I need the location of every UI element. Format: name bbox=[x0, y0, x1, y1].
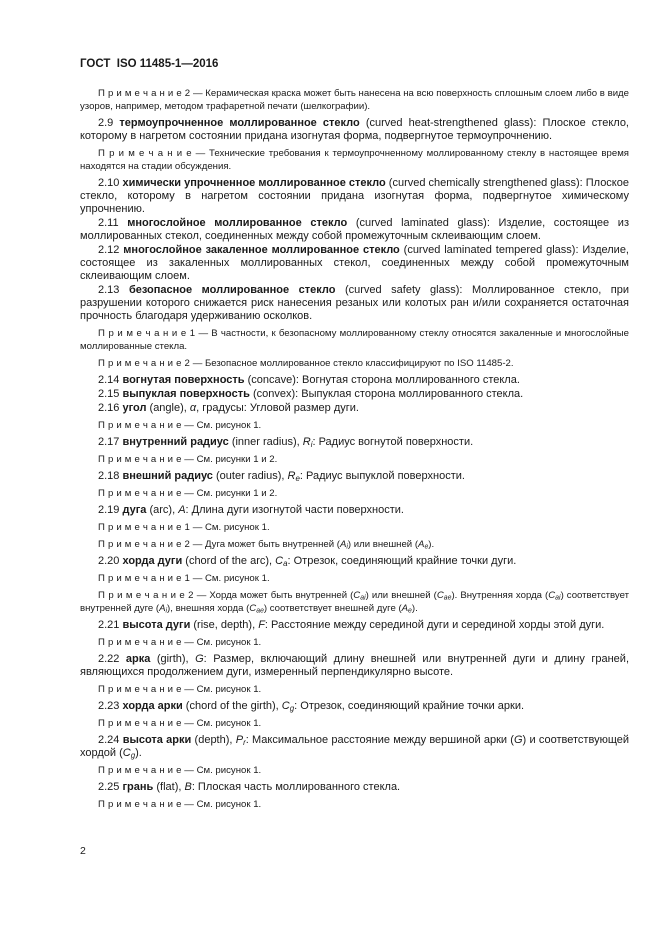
document-content bbox=[80, 87, 629, 811]
symbol-subscript: g bbox=[289, 703, 295, 713]
symbol-subscript: i bbox=[310, 439, 313, 449]
symbol-subscript: ae bbox=[256, 607, 264, 615]
note-paragraph: П р и м е ч а н и е 1 — См. рисунок 1. bbox=[98, 573, 270, 584]
note-paragraph: П р и м е ч а н и е — См. рисунок 1. bbox=[98, 765, 262, 776]
term-paragraph: 2.21 высота дуги (rise, depth), F: Расстояние между серединой дуги и серединой хорды этой дуги. bbox=[98, 619, 605, 631]
term-paragraph: 2.19 дуга (arc), A: Длина дуги изогнутой части поверхности. bbox=[98, 504, 404, 516]
note-paragraph: П р и м е ч а н и е 2 — Керамическая краска может быть нанесена на всю поверхность сплошным слоем либо в виде узоров, например, методом трафаретной печати (шелкографии). bbox=[80, 88, 629, 112]
note-paragraph: П р и м е ч а н и е — См. рисунок 1. bbox=[98, 718, 262, 729]
note-paragraph: П р и м е ч а н и е 2 — Хорда может быть внутренней $(C_{ai})$ или внешней $(C_{ae})$. Внутренняя хорда $(C_{ai})$ соответствует внутренней дуге $(A_i)$, внешняя хорда $(C_{ae})$ соответствует внешней дуге $(A_e)$. bbox=[80, 590, 630, 615]
note-paragraph: П р и м е ч а н и е 2 — Дуга может быть внутренней $(A_i)$ или внешней $(A_e)$. bbox=[98, 539, 435, 551]
note-paragraph: П р и м е ч а н и е — См. рисунок 1. bbox=[98, 684, 262, 695]
note-paragraph: П р и м е ч а н и е — См. рисунки 1 и 2. bbox=[98, 454, 278, 465]
symbol-subscript: g bbox=[130, 750, 136, 760]
note-paragraph: П р и м е ч а н и е — См. рисунок 1. bbox=[98, 420, 262, 431]
term-paragraph: 2.18 внешний радиус (outer radius), $R_e$: Радиус выпуклой поверхности. bbox=[98, 470, 465, 483]
note-paragraph: П р и м е ч а н и е — См. рисунок 1. bbox=[98, 799, 262, 810]
term-paragraph: 2.16 угол (angle), α, градусы: Угловой размер дуги. bbox=[98, 402, 359, 414]
term-paragraph: 2.22 арка (girth), G: Размер, включающий длину внешней или внутренней дуги и длину граней, являющихся продолжением дуги, измеренный перпендикулярно высоте. bbox=[80, 653, 629, 678]
term-paragraph: 2.9 термоупрочненное моллированное стекло (curved heat-strengthened glass): Плоское стекло, которому в нагретом состоянии придана изогнутая форма, подвергнутое термоупрочнению. bbox=[80, 117, 629, 142]
term-paragraph: 2.17 внутренний радиус (inner radius), $R_i$: Радиус вогнутой поверхности. bbox=[98, 436, 474, 449]
term-paragraph: 2.20 хорда дуги (chord of the arc), $C_a$: Отрезок, соединяющий крайние точки дуги. bbox=[98, 555, 517, 568]
symbol-subscript: ai bbox=[360, 594, 366, 602]
symbol-subscript: ai bbox=[555, 594, 561, 602]
term-paragraph: 2.10 химически упрочненное моллированное стекло (curved chemically strengthened glass): Плоское стекло, которому в нагретом состоянии придана изогнутая форма, подвергнутое химическому упрочнению. bbox=[80, 177, 629, 215]
term-paragraph: 2.25 грань (flat), B: Плоская часть моллированного стекла. bbox=[98, 781, 401, 793]
term-paragraph: 2.13 безопасное моллированное стекло (curved safety glass): Моллированное стекло, при разрушении которого снижается риск нанесения резаных или колотых ран и/или сохраняется остаточная прочность благодаря удерживанию осколков. bbox=[80, 284, 629, 322]
note-paragraph: П р и м е ч а н и е 1 — См. рисунок 1. bbox=[98, 522, 270, 533]
symbol-subscript: e bbox=[424, 543, 429, 551]
term-paragraph: 2.12 многослойное закаленное моллированное стекло (curved laminated tempered glass): Изделие, состоящее из закаленных моллированных стекол, соединенных между собой промежуточным склеивающим слоем. bbox=[80, 244, 629, 282]
page-number: 2 bbox=[80, 845, 86, 857]
symbol-subscript: ae bbox=[443, 594, 452, 602]
term-paragraph: 2.23 хорда арки (chord of the girth), $C_g$: Отрезок, соединяющий крайние точки арки. bbox=[98, 700, 525, 713]
symbol-subscript: e bbox=[295, 473, 300, 483]
term-paragraph: 2.14 вогнутая поверхность (concave): Вогнутая сторона моллированного стекла. bbox=[98, 374, 520, 386]
note-paragraph: П р и м е ч а н и е — См. рисунки 1 и 2. bbox=[98, 488, 278, 499]
document-header: ГОСТ ISO 11485-1—2016 bbox=[80, 58, 219, 70]
symbol-subscript: a bbox=[283, 558, 288, 568]
term-paragraph: 2.11 многослойное моллированное стекло (curved laminated glass): Изделие, состоящее из моллированных стекол, соединенных между собой промежуточным склеивающим слоем. bbox=[80, 217, 629, 242]
symbol-subscript: e bbox=[408, 607, 412, 615]
note-paragraph: П р и м е ч а н и е 2 — Безопасное моллированное стекло классифицируют по ISO 11485-2. bbox=[98, 358, 514, 369]
note-paragraph: П р и м е ч а н и е — См. рисунок 1. bbox=[98, 637, 262, 648]
symbol-subscript: i bbox=[346, 543, 348, 551]
symbol-subscript: r bbox=[243, 737, 246, 747]
note-paragraph: П р и м е ч а н и е — Технические требования к термоупрочненному моллированному стеклу в настоящее время находятся на стадии обсуждения. bbox=[80, 148, 629, 172]
note-paragraph: П р и м е ч а н и е 1 — В частности, к безопасному моллированному стеклу относятся закаленные и многослойные моллированные стекла. bbox=[80, 328, 630, 352]
symbol-subscript: i bbox=[165, 607, 168, 615]
term-paragraph: 2.24 высота арки (depth), $P_r$: Максимальное расстояние между вершиной арки (G) и соответствующей хордой $(C_g)$. bbox=[80, 734, 630, 760]
term-paragraph: 2.15 выпуклая поверхность (convex): Выпуклая сторона моллированного стекла. bbox=[98, 388, 524, 400]
